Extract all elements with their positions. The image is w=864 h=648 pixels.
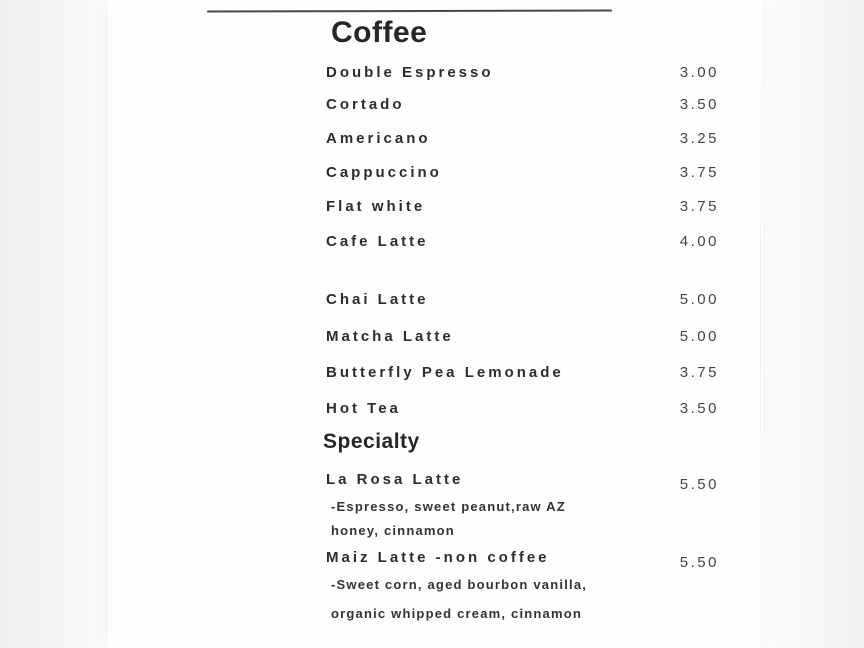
menu-item-row bbox=[326, 546, 719, 571]
item-price: 3.25 bbox=[679, 129, 719, 147]
menu-item-row bbox=[326, 93, 719, 115]
item-price: 3.75 bbox=[679, 163, 719, 181]
menu-item-row bbox=[326, 397, 719, 419]
menu-item-row bbox=[326, 61, 719, 83]
item-price: 4.00 bbox=[679, 232, 719, 250]
item-name: Matcha Latte bbox=[326, 327, 454, 345]
item-price: 3.50 bbox=[679, 399, 719, 417]
item-name: Flat white bbox=[326, 197, 426, 215]
item-price: 3.75 bbox=[679, 197, 719, 215]
item-description: organic whipped cream, cinnamon bbox=[331, 606, 583, 621]
item-price: 5.50 bbox=[679, 475, 719, 493]
item-description: honey, cinnamon bbox=[331, 523, 455, 538]
menu-item-row bbox=[326, 361, 719, 383]
item-name: Cappuccino bbox=[326, 163, 442, 181]
menu-item-row bbox=[326, 468, 719, 493]
item-description: -Espresso, sweet peanut,raw AZ bbox=[331, 499, 566, 514]
item-name: Double Espresso bbox=[326, 63, 494, 81]
item-name: Cafe Latte bbox=[326, 232, 429, 250]
item-name: Butterfly Pea Lemonade bbox=[326, 363, 564, 381]
item-name: Chai Latte bbox=[326, 290, 429, 308]
menu-item-row bbox=[326, 325, 719, 347]
specialty-heading: Specialty bbox=[323, 430, 420, 453]
paper-right-edge bbox=[760, 0, 761, 648]
item-name: Cortado bbox=[326, 95, 405, 113]
item-name: Maiz Latte -non coffee bbox=[326, 548, 550, 566]
menu-item-row bbox=[326, 195, 719, 217]
item-price: 3.50 bbox=[679, 95, 719, 113]
item-price: 5.00 bbox=[679, 327, 719, 345]
menu-item-row bbox=[326, 230, 719, 252]
item-price: 3.75 bbox=[679, 363, 719, 381]
item-price: 5.00 bbox=[679, 290, 719, 308]
menu-title: Coffee bbox=[331, 16, 428, 49]
menu-item-row bbox=[326, 127, 719, 149]
item-name: Americano bbox=[326, 129, 431, 147]
item-description: -Sweet corn, aged bourbon vanilla, bbox=[331, 577, 588, 592]
item-name: Hot Tea bbox=[326, 399, 401, 417]
item-price: 3.00 bbox=[679, 63, 719, 81]
menu-item-row bbox=[326, 161, 719, 183]
item-name: La Rosa Latte bbox=[326, 470, 464, 488]
menu-item-row bbox=[326, 288, 719, 310]
item-price: 5.50 bbox=[679, 553, 719, 571]
